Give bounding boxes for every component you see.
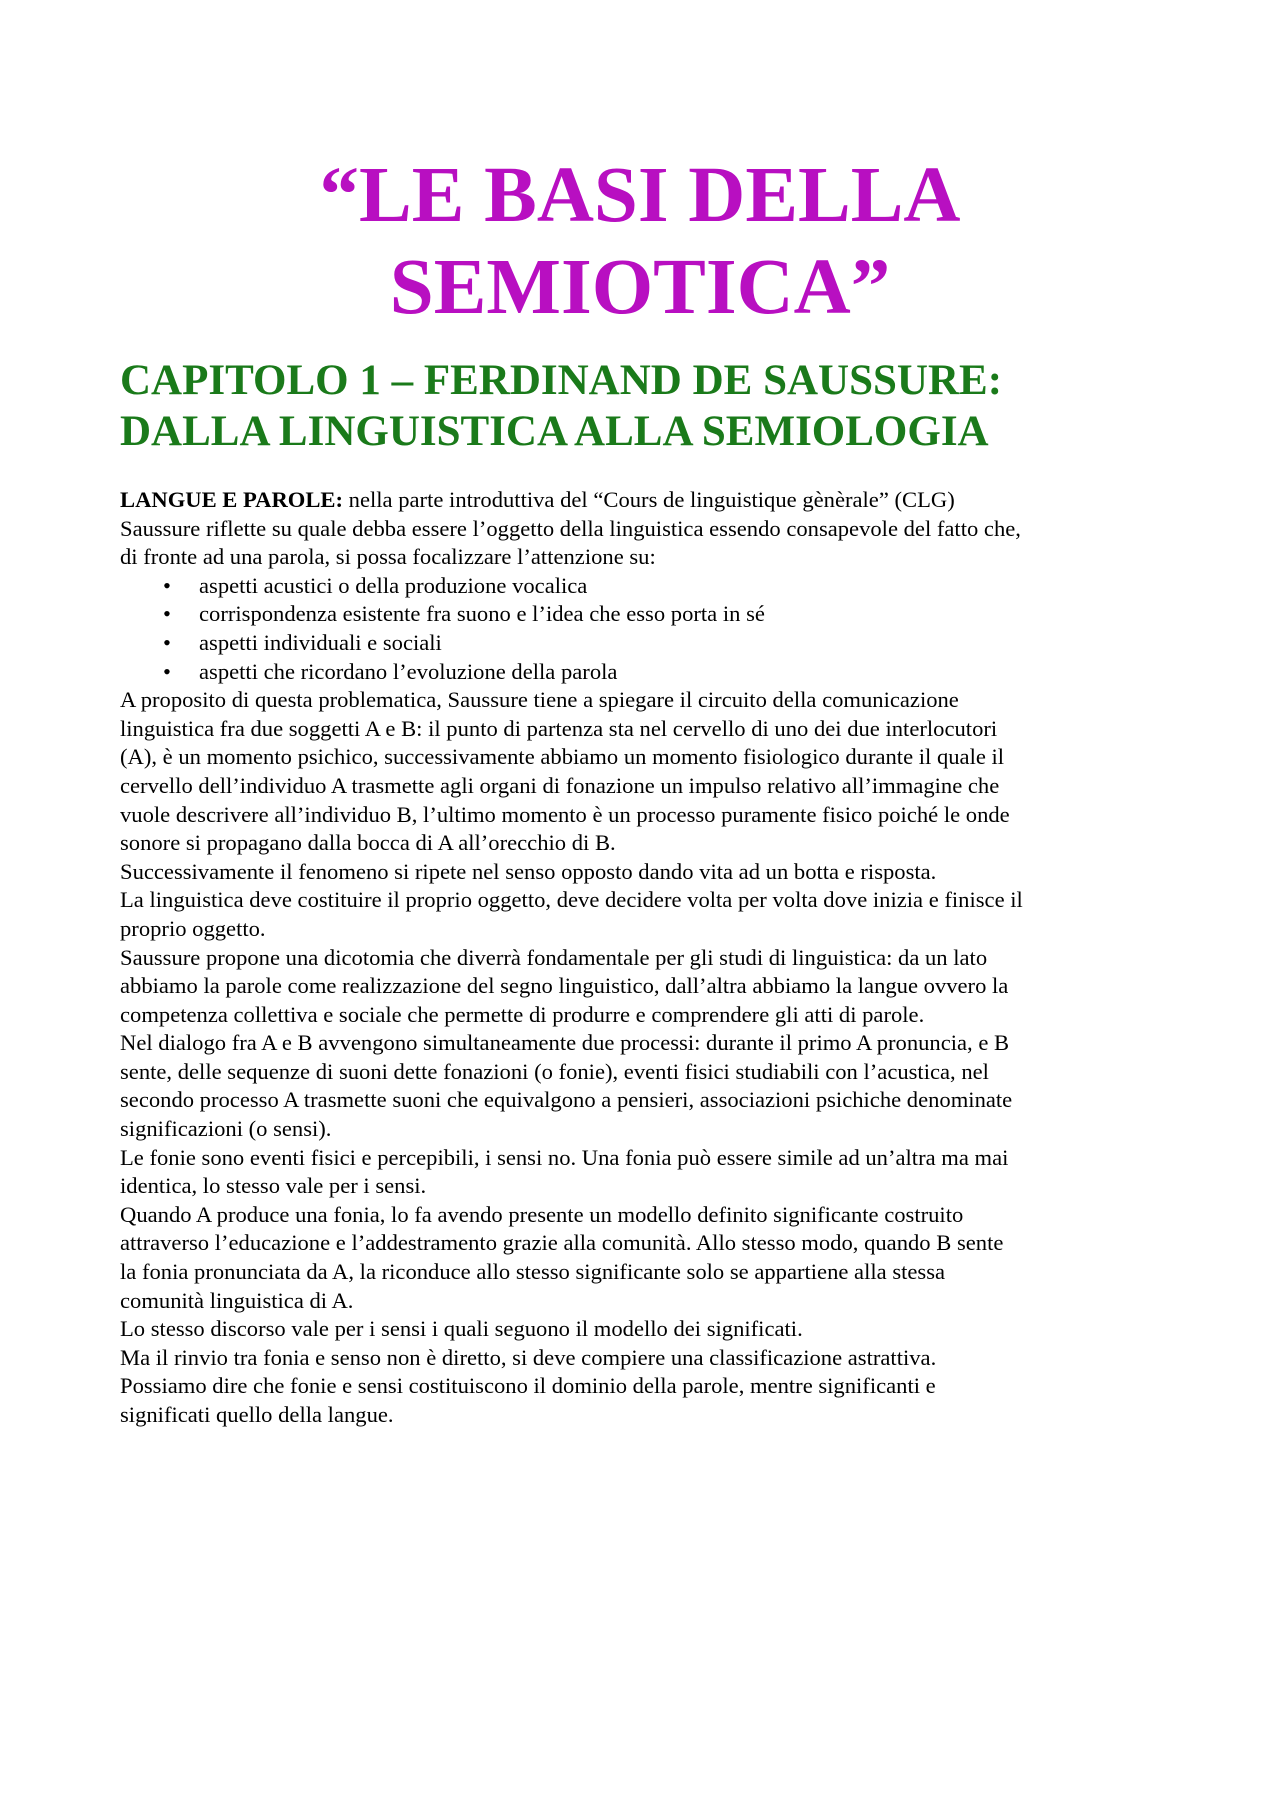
text-line: comunità linguistica di A. [120,1287,354,1313]
text-line: la fonia pronunciata da A, la riconduce allo stesso significante solo se appartiene alla stessa [120,1259,946,1285]
text-line: secondo processo A trasmette suoni che equivalgono a pensieri, associazioni psichiche denominate [120,1087,1013,1113]
bullet-text: aspetti individuali e sociali [199,629,442,655]
text-line: proprio oggetto. [120,915,266,941]
text-line: Nel dialogo fra A e B avvengono simultaneamente due processi: durante il primo A pronuncia, e B [120,1030,1010,1056]
chapter-heading-line: DALLA LINGUISTICA ALLA SEMIOLOGIA [120,408,989,455]
text-line: A proposito di questa problematica, Saussure tiene a spiegare il circuito della comunicazione [120,687,959,713]
bullet-item [120,629,1170,658]
text-line: Quando A produce una fonia, lo fa avendo presente un modello definito significante costruito [120,1201,964,1227]
bullet-icon: • [163,572,171,598]
intro-text: nella parte introduttiva del “Cours de linguistique gènèrale” (CLG) [343,487,955,512]
title-line: “LE BASI DELLA [319,152,961,239]
chapter-heading-line: CAPITOLO 1 – FERDINAND DE SAUSSURE: [120,357,1003,404]
document-title [120,150,1160,334]
text-line: attraverso l’educazione e l’addestramento grazie alla comunità. Allo stesso modo, quando B sente [120,1230,1004,1256]
bullet-list [120,572,1170,686]
bullet-item [120,600,1170,629]
text-line: Successivamente il fenomeno si ripete nel senso opposto dando vita ad un botta e risposta. [120,858,937,884]
text-line: Saussure propone una dicotomia che diverrà fondamentale per gli studi di linguistica: da un lato [120,944,988,970]
text-line: competenza collettiva e sociale che permette di produrre e comprendere gli atti di parole. [120,1001,925,1027]
bullet-icon: • [163,629,171,655]
text-line: significati quello della langue. [120,1402,394,1427]
text-line: Lo stesso discorso vale per i sensi i quali seguono il modello dei significati. [120,1316,803,1342]
bullet-text: corrispondenza esistente fra suono e l’idea che esso porta in sé [199,601,765,627]
bullet-icon: • [163,658,171,684]
text-line: sonore si propagano dalla bocca di A all’orecchio di B. [120,830,616,856]
text-line: significazioni (o sensi). [120,1116,332,1142]
text-line: vuole descrivere all’individuo B, l’ultimo momento è un processo puramente fisico poiché le onde [120,801,1010,827]
text-line: Ma il rinvio tra fonia e senso non è diretto, si deve compiere una classificazione astrattiva. [120,1344,937,1370]
text-line: La linguistica deve costituire il proprio oggetto, deve decidere volta per volta dove inizia e finisce il [120,887,1023,913]
paragraph [120,686,1170,1429]
text-line: linguistica fra due soggetti A e B: il punto di partenza sta nel cervello di uno dei due interlocutori [120,715,998,741]
text-line: abbiamo la parole come realizzazione del segno linguistico, dall’altra abbiamo la langue ovvero la [120,973,1009,999]
text-line: sente, delle sequenze di suoni dette fonazioni (o fonie), eventi fisici studiabili con l’acustica, nel [120,1058,989,1084]
text-line: (A), è un momento psichico, successivamente abbiamo un momento fisiologico durante il quale il [120,744,1005,770]
section-lead: LANGUE E PAROLE: [120,487,344,512]
text-line: Le fonie sono eventi fisici e percepibili, i sensi no. Una fonia può essere simile ad un’altra ma mai [120,1144,1009,1170]
text-line: cervello dell’individuo A trasmette agli organi di fonazione un impulso relativo all’immagine che [120,772,1000,798]
bullet-text: aspetti che ricordano l’evoluzione della parola [199,658,618,684]
text-line: Possiamo dire che fonie e sensi costituiscono il dominio della parole, mentre significanti e [120,1373,936,1399]
bullet-icon: • [163,601,171,627]
text-line: Saussure riflette su quale debba essere l’oggetto della linguistica essendo consapevole del fatto che, [120,515,1021,541]
text-line: identica, lo stesso vale per i sensi. [120,1173,427,1199]
body-text [120,486,1170,1430]
chapter-heading [120,355,1160,457]
title-line: SEMIOTICA” [389,244,891,331]
bullet-item [120,658,1170,687]
intro-line [120,486,1170,515]
bullet-item [120,572,1170,601]
text-line: di fronte ad una parola, si possa focalizzare l’attenzione su: [120,544,656,570]
bullet-text: aspetti acustici o della produzione vocalica [199,572,588,598]
